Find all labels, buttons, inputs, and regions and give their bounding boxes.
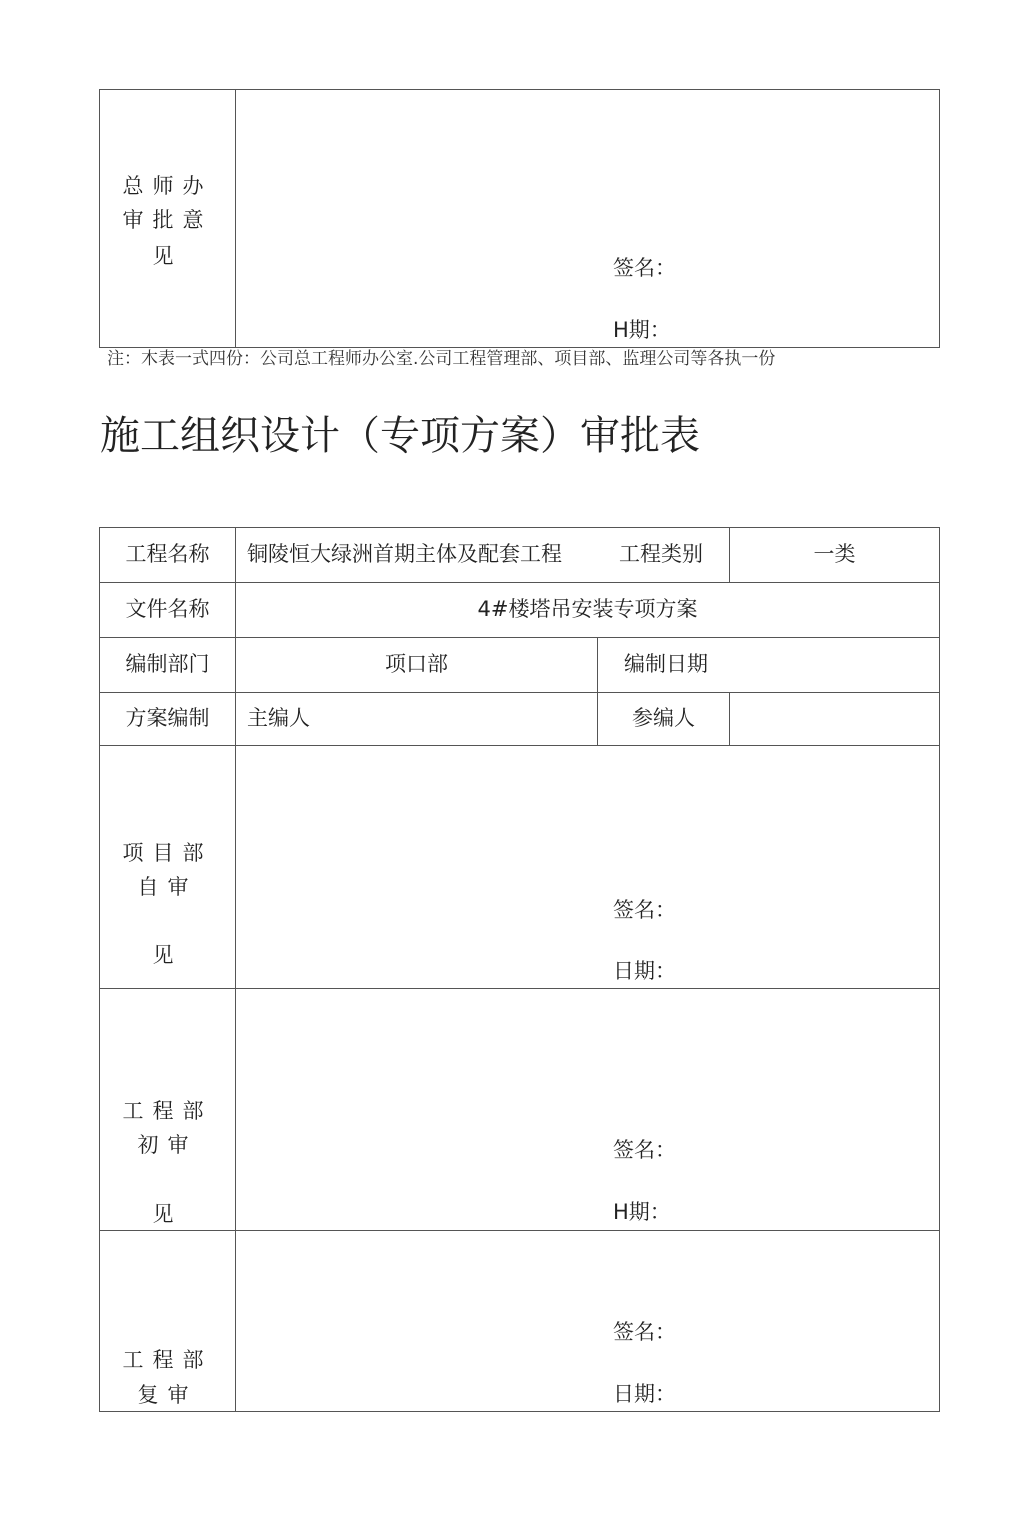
project-name-label: 工程名称 — [125, 542, 210, 566]
section2-label-line2: 初审 — [137, 1133, 198, 1157]
row-line — [99, 1230, 940, 1231]
top-date-label: H期： — [613, 318, 671, 342]
file-name-value: 4#楼塔吊安装专项方案 — [477, 597, 698, 621]
section2-sign-label: 签名： — [613, 1138, 676, 1162]
row-line — [99, 692, 940, 693]
section1-label-line1: 项目部 — [122, 841, 213, 865]
section2-date-label: H期： — [613, 1200, 671, 1224]
top-label-line2: 审批意 — [122, 208, 213, 232]
page-title: 施工组织设计（专项方案）审批表 — [100, 413, 700, 459]
section3-label-line2: 复审 — [137, 1383, 198, 1407]
dept-value: 项口部 — [385, 652, 448, 676]
footnote: 注：木表一式四份：公司总工程师办公室.公司工程管理部、项目部、监理公司等各执一份 — [107, 349, 776, 369]
category-value: 一类 — [813, 542, 856, 566]
row-line — [99, 988, 940, 989]
co-editor-label: 参编人 — [632, 706, 695, 730]
section2-label-line3: 见 — [152, 1202, 183, 1226]
top-label-line1: 总师办 — [122, 174, 213, 198]
file-name-label: 文件名称 — [125, 597, 210, 621]
project-name-value: 铜陵恒大绿洲首期主体及配套工程 — [247, 542, 562, 566]
dept-label: 编制部门 — [125, 652, 210, 676]
top-sign-label: 签名： — [613, 256, 676, 280]
section3-date-label: 日期： — [613, 1382, 676, 1406]
category-label: 工程类别 — [619, 542, 703, 566]
compile-date-label: 编制日期 — [624, 652, 708, 676]
section1-sign-label: 签名： — [613, 898, 676, 922]
row-line — [99, 745, 940, 746]
plan-label: 方案编制 — [125, 706, 210, 730]
section1-date-label: 日期： — [613, 959, 676, 983]
section2-label-line1: 工程部 — [122, 1099, 213, 1123]
row-line — [99, 582, 940, 583]
section1-label-line3: 见 — [152, 943, 183, 967]
chief-editor-label: 主编人 — [247, 706, 310, 730]
section3-sign-label: 签名： — [613, 1320, 676, 1344]
section3-label-line1: 工程部 — [122, 1348, 213, 1372]
coeditor-value-divider — [729, 692, 730, 745]
section1-label-line2: 自审 — [137, 875, 198, 899]
top-label-line3: 见 — [152, 244, 183, 268]
row-line — [99, 637, 940, 638]
top-divider — [235, 89, 236, 348]
